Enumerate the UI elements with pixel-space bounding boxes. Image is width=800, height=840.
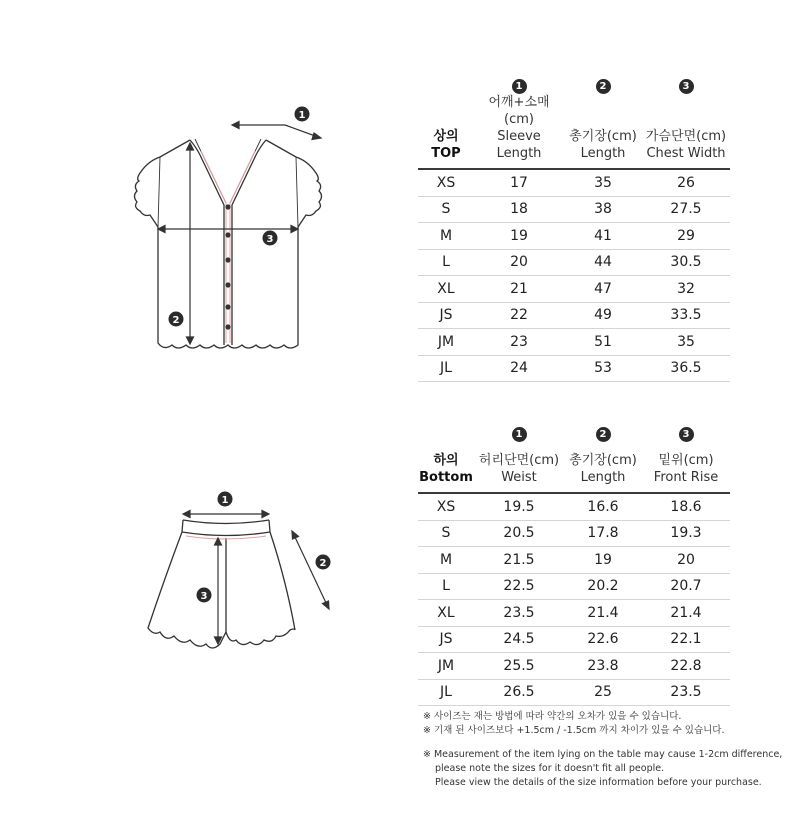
note-en-3: Please view the details of the size information before your purchase.	[435, 777, 762, 788]
note-ko-1: ※ 사이즈는 재는 방법에 따라 약간의 오차가 있을 수 있습니다.	[423, 711, 682, 722]
table-row: JS 22 49 33.5	[418, 302, 730, 329]
column-header: 총기장(cm) Length	[564, 442, 642, 493]
table-row: L 22.5 20.2 20.7	[418, 573, 730, 600]
table-row: L 20 44 30.5	[418, 249, 730, 276]
table-row: XS 19.5 16.6 18.6	[418, 493, 730, 520]
note-en-1: ※ Measurement of the item lying on the table may cause 1-2cm difference,	[423, 749, 783, 760]
column-header: 총기장(cm) Length	[564, 94, 642, 169]
table-row: JL 26.5 25 23.5	[418, 679, 730, 706]
table-row: XL 21 47 32	[418, 276, 730, 303]
category-header: 상의 TOP	[418, 94, 474, 169]
note-ko-2: ※ 기재 된 사이즈보다 +1.5cm / -1.5cm 까지 차이가 있을 수 있습니다.	[423, 725, 725, 736]
table-row: M 19 41 29	[418, 223, 730, 250]
column-header: 허리단면(cm) Weist	[474, 442, 564, 493]
number-badge: 2	[596, 79, 611, 94]
shorts-bottom-icon	[130, 480, 350, 665]
size-notes	[423, 710, 793, 790]
table-row: M 21.5 19 20	[418, 547, 730, 574]
number-badge: 3	[679, 427, 694, 442]
column-header: 어깨+소매(cm) Sleeve Length	[474, 94, 564, 169]
table-row: JM 25.5 23.8 22.8	[418, 653, 730, 680]
column-header: 밑위(cm) Front Rise	[642, 442, 730, 493]
table-row: S 18 38 27.5	[418, 196, 730, 223]
number-badge: 2	[596, 427, 611, 442]
number-badge: 1	[512, 79, 527, 94]
note-en-2: please note the sizes for it doesn't fit all people.	[435, 763, 665, 774]
column-header: 가슴단면(cm) Chest Width	[642, 94, 730, 169]
svg-text:1: 1	[298, 110, 306, 121]
table-row: S 20.5 17.8 19.3	[418, 520, 730, 547]
svg-text:1: 1	[221, 495, 229, 506]
table-row: JL 24 53 36.5	[418, 355, 730, 382]
table-row: XL 23.5 21.4 21.4	[418, 600, 730, 627]
svg-text:3: 3	[200, 591, 208, 602]
note-en	[423, 748, 793, 790]
top-size-table	[418, 74, 730, 382]
bottom-size-table	[418, 422, 730, 706]
number-badge: 1	[512, 427, 527, 442]
table-row: JS 24.5 22.6 22.1	[418, 626, 730, 653]
svg-text:2: 2	[319, 558, 327, 569]
svg-text:2: 2	[172, 315, 180, 326]
cardigan-top-icon	[120, 95, 340, 360]
number-badge: 3	[679, 79, 694, 94]
category-header: 하의 Bottom	[418, 442, 474, 493]
table-row: XS 17 35 26	[418, 169, 730, 196]
table-row: JM 23 51 35	[418, 329, 730, 356]
bottom-illustration-markers	[197, 492, 331, 603]
svg-text:3: 3	[266, 234, 274, 245]
